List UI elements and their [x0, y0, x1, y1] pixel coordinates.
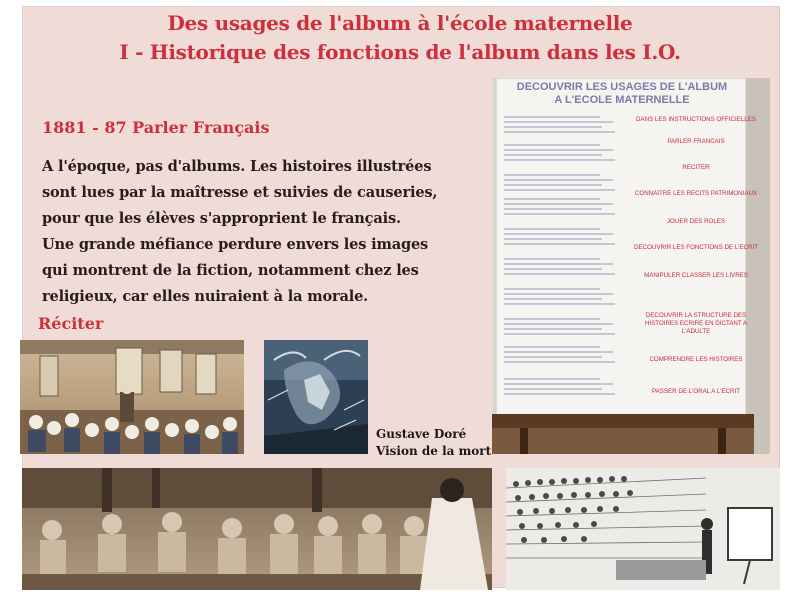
section-date-heading: 1881 - 87 Parler Français [42, 118, 270, 137]
poster-text-line [504, 184, 602, 186]
poster-text-line [504, 378, 600, 380]
poster-text-line [504, 263, 613, 265]
amphitheater-engraving [506, 468, 780, 590]
poster-text-line [504, 268, 602, 270]
children-outdoor-photo [22, 468, 492, 590]
poster-text-line [504, 258, 600, 260]
poster-item: DECOUVRIR LA STRUCTURE DES HISTOIRES ECRIRE EN DICTANT A L'ADULTE [644, 312, 748, 335]
poster-text-line [504, 203, 613, 205]
poster-text-line [504, 298, 602, 300]
poster-text-line [504, 149, 613, 151]
paragraph-line: pour que les élèves s'approprient le français. [42, 210, 401, 227]
page-title: Des usages de l'album à l'école maternelle [167, 11, 633, 35]
poster-item: MANIPULER CLASSER LES LIVRES [644, 272, 748, 279]
paragraph-line: A l'époque, pas d'albums. Les histoires illustrées [42, 158, 432, 175]
poster-text-line [504, 293, 613, 295]
poster-item: DECOUVRIR LES FONCTIONS DE L'ECRIT [634, 244, 758, 251]
poster-text-line [504, 393, 615, 395]
poster-item: PARLER FRANCAIS [667, 138, 725, 145]
poster-text-line [504, 189, 615, 191]
poster-text-line [504, 273, 615, 275]
poster-photo [492, 78, 770, 454]
poster-text-line [504, 159, 615, 161]
poster-text-line [504, 318, 600, 320]
poster-text-line [504, 351, 613, 353]
section-paragraph [42, 154, 482, 310]
paragraph-line: Une grande méfiance perdure envers les images [42, 236, 429, 253]
dore-engraving [264, 340, 368, 454]
poster-title [498, 81, 746, 107]
poster-item: RECITER [682, 164, 710, 171]
classroom-painting [20, 340, 244, 454]
paragraph-line: religieux, car elles nuiraient à la morale. [42, 288, 369, 305]
poster-item: CONNAITRE LES RECITS PATRIMONIAUX [634, 190, 758, 197]
poster-text-line [504, 288, 600, 290]
poster-item: COMPRENDRE LES HISTOIRES [649, 356, 743, 363]
page-subtitle: I - Historique des fonctions de l'album dans les I.O. [119, 40, 681, 64]
poster-text-line [504, 228, 600, 230]
poster-title-line2: A L'ECOLE MATERNELLE [554, 94, 690, 106]
poster-text-line [504, 131, 615, 133]
poster-text-line [504, 303, 615, 305]
paragraph-line: qui montrent de la fiction, notamment chez les [42, 262, 419, 279]
poster-text-line [504, 144, 600, 146]
poster-title-line1: DECOUVRIR LES USAGES DE L'ALBUM [516, 81, 728, 93]
paragraph-line: sont lues par la maîtresse et suivies de causeries, [42, 184, 438, 201]
poster-text-line [504, 361, 615, 363]
poster-text-line [504, 333, 615, 335]
section-subheading: Réciter [38, 314, 104, 333]
poster-item: JOUER DES ROLES [666, 218, 726, 225]
poster-item: PASSER DE L'ORAL A L'ECRIT [652, 388, 740, 395]
poster-text-line [504, 126, 602, 128]
poster-item: DANS LES INSTRUCTIONS OFFICIELLES [636, 116, 756, 123]
poster-text-line [504, 233, 613, 235]
poster-text-line [504, 179, 613, 181]
poster-text-line [504, 121, 613, 123]
poster-text-line [504, 174, 600, 176]
poster-text-line [504, 388, 602, 390]
poster-text-line [504, 243, 615, 245]
poster-text-line [504, 213, 615, 215]
poster-text-line [504, 198, 600, 200]
caption-artist: Gustave Doré [376, 427, 467, 441]
poster-text-line [504, 238, 602, 240]
poster-text-line [504, 323, 613, 325]
poster-text-line [504, 116, 600, 118]
poster-text-line [504, 346, 600, 348]
poster-text-line [504, 328, 602, 330]
poster-text-line [504, 154, 602, 156]
caption-work: Vision de la mort [376, 444, 492, 458]
poster-text-line [504, 383, 613, 385]
engraving-caption [376, 426, 491, 460]
poster-text-line [504, 356, 602, 358]
poster-text-line [504, 208, 602, 210]
